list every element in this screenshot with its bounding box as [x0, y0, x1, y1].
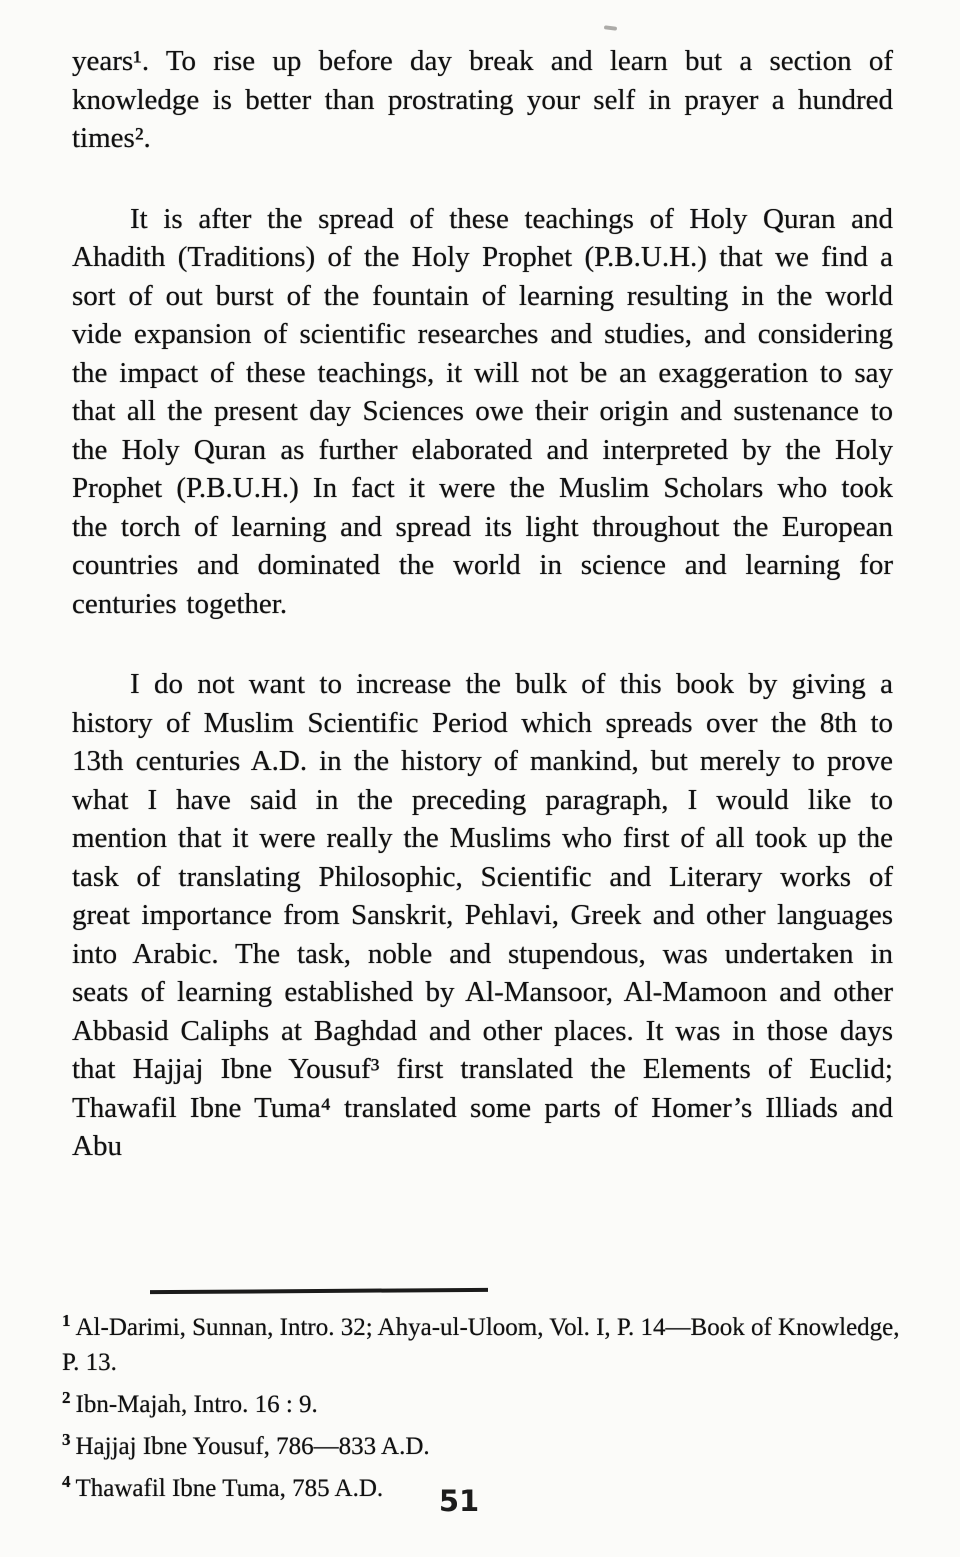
- footnote-2-text: Ibn-Majah, Intro. 16 : 9.: [75, 1391, 318, 1418]
- footnote-3-text: Hajjaj Ibne Yousuf, 786—833 A.D.: [75, 1433, 430, 1460]
- footnote-4-marker: 4: [62, 1472, 71, 1491]
- body-paragraph-1: years¹. To rise up before day break and learn but a section of knowledge is better than prostrating your self in prayer a hundred times².: [72, 45, 893, 154]
- footnote-1-marker: 1: [62, 1311, 71, 1330]
- body-paragraph-2: It is after the spread of these teachings of Holy Quran and Ahadith (Traditions) of the Holy Prophet (P.B.U.H.) that we find a sort of out burst of the fountain of learning resulting in the world vide expansion of scientific researches and studies, and considering the impact of these teachings, it will not be an exaggeration to say that all the present day Sciences owe their origin and sustenance to the Holy Quran as further elaborated and interpreted by the Holy Prophet (P.B.U.H.) In fact it were the Muslim Scholars who took the torch of learning and spread its light throughout the European countries and dominated the world in science and learning for centuries together.: [72, 202, 893, 620]
- footnote-1-text: Al-Darimi, Sunnan, Intro. 32; Ahya-ul-Uloom, Vol. I, P. 14—Book of Knowledge, P. 13.: [62, 1314, 900, 1376]
- page-number: 51: [438, 1484, 480, 1518]
- page-body-text: [72, 42, 893, 1208]
- footnotes-block: [62, 1303, 902, 1506]
- footnote-2: [62, 1380, 902, 1422]
- footnote-2-marker: 2: [62, 1388, 71, 1407]
- footnote-separator-rule: [150, 1288, 488, 1294]
- footnote-3: [62, 1422, 902, 1464]
- body-paragraph-3: I do not want to increase the bulk of this book by giving a history of Muslim Scientific Period which spreads over the 8th to 13th centuries A.D. in the history of mankind, but merely to prove what I have said in the preceding paragraph, I would like to mention that it were really the Muslims who first of all took up the task of translating Philosophic, Scientific and Literary works of great importance from Sanskrit, Pehlavi, Greek and other languages into Arabic. The task, noble and stupendous, was undertaken in seats of learning established by Al-Mansoor, Al-Mamoon and other Abbasid Caliphs at Baghdad and other places. It was in those days that Hajjaj Ibne Yousuf³ first translated the Elements of Euclid; Thawafil Ibne Tuma⁴ translated some parts of Homer’s Illiads and Abu: [72, 668, 893, 1162]
- scan-artifact-speck: [604, 25, 617, 31]
- footnote-4-text: Thawafil Ibne Tuma, 785 A.D.: [75, 1475, 384, 1502]
- footnote-1: [62, 1303, 902, 1380]
- footnote-3-marker: 3: [62, 1430, 71, 1449]
